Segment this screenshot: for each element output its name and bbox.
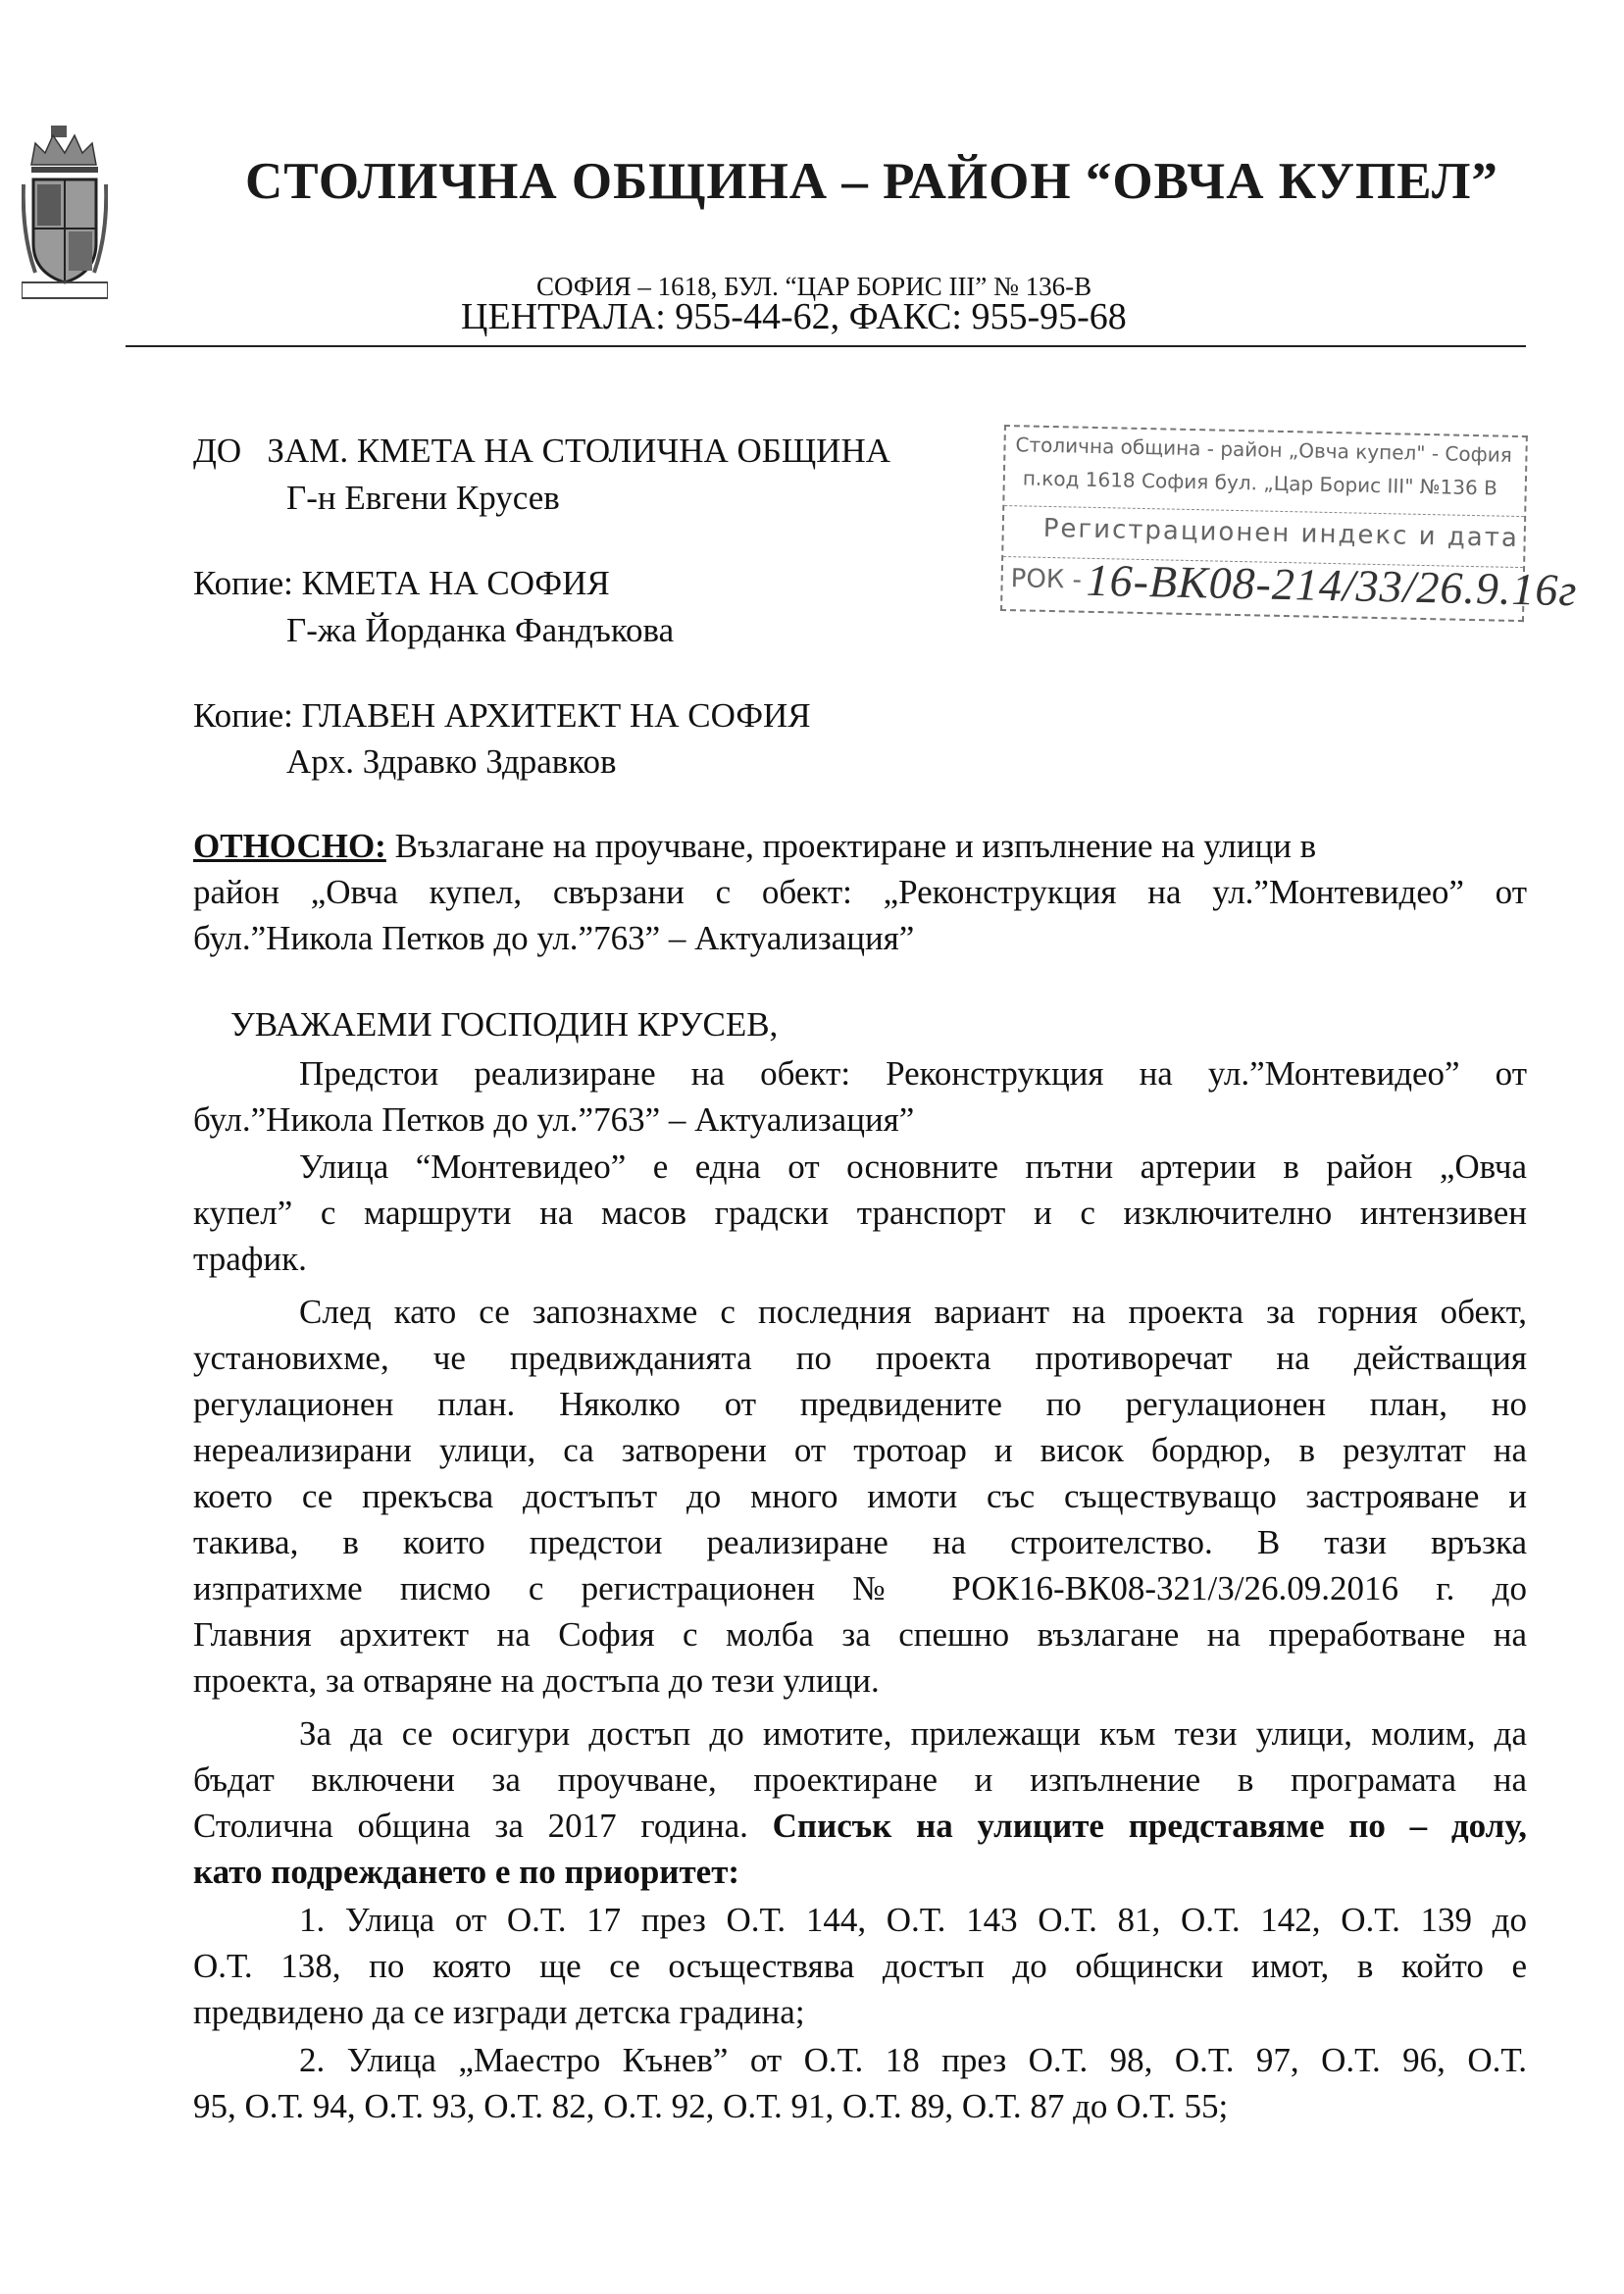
recipient-name: Г-н Евгени Крусев — [286, 479, 560, 517]
organization-title: СТОЛИЧНА ОБЩИНА – РАЙОН “ОВЧА КУПЕЛ” — [245, 153, 1498, 210]
stamp-line-1: Столична община - район „Овча купел" - София — [1015, 433, 1513, 467]
paragraph-4-line-3-normal: Столична община за 2017 година. — [193, 1807, 773, 1845]
paragraph-1-line-2: бул.”Никола Петков до ул.”763” – Актуализация” — [193, 1100, 915, 1139]
subject-line-3: бул.”Никола Петков до ул.”763” – Актуализация” — [193, 919, 915, 957]
stamp-prefix: РОК - — [1010, 564, 1083, 595]
paragraph-3-line-1: След като се запознахме с последния вариант на проекта за горния обект, — [299, 1293, 1527, 1331]
paragraph-3-line-6: такива, в които предстои реализиране на строителство. В тази връзка — [193, 1523, 1527, 1561]
list-item-1-line-3: предвидено да се изгради детска градина; — [193, 1993, 805, 2031]
list-item-1-line-1: 1. Улица от О.Т. 17 през О.Т. 144, О.Т. 143 О.Т. 81, О.Т. 142, О.Т. 139 до — [299, 1901, 1527, 1939]
stamp-line-2: п.код 1618 София бул. „Цар Борис III" №136 В — [1022, 466, 1498, 500]
registration-stamp — [1000, 425, 1578, 622]
copy2-title: Копие: ГЛАВЕН АРХИТЕКТ НА СОФИЯ — [193, 696, 811, 735]
paragraph-4-line-3-bold: Списък на улиците представяме по – долу, — [772, 1807, 1527, 1845]
header-divider — [126, 345, 1526, 347]
list-item-2-line-1: 2. Улица „Маестро Кънев” от О.Т. 18 през О.Т. 98, О.Т. 97, О.Т. 96, О.Т. — [299, 2041, 1527, 2079]
paragraph-4-line-1: За да се осигури достъп до имотите, прилежащи към тези улици, молим, да — [299, 1714, 1527, 1753]
list-item-2-line-2: 95, О.Т. 94, О.Т. 93, О.Т. 82, О.Т. 92, О.Т. 91, О.Т. 89, О.Т. 87 до О.Т. 55; — [193, 2087, 1229, 2125]
paragraph-4-line-4: като подреждането е по приоритет: — [193, 1853, 740, 1891]
paragraph-3-line-9: проекта, за отваряне на достъпа до тези улици. — [193, 1661, 880, 1700]
stamp-line-3: Регистрационен индекс и дата — [1042, 513, 1520, 554]
paragraph-3-line-5: което се прекъсва достъпът до много имоти със съществуващо застрояване и — [193, 1477, 1527, 1515]
paragraph-4-line-3 — [193, 1807, 1527, 1846]
paragraph-2-line-1: Улица “Монтевидео” е една от основните пътни артерии в район „Овча — [299, 1147, 1527, 1186]
paragraph-2-line-2: купел” с маршрути на масов градски транспорт и с изключително интензивен — [193, 1194, 1527, 1232]
paragraph-4-line-2: бъдат включени за проучване, проектиране и изпълнение в програмата на — [193, 1760, 1527, 1799]
subject-line-2: район „Овча купел, свързани с обект: „Реконструкция на ул.”Монтевидео” от — [193, 873, 1527, 911]
copy2-name: Арх. Здравко Здравков — [286, 742, 617, 781]
stamp-handwritten-index: 16-ВК08-214/33/26.9.16г — [1086, 554, 1578, 616]
organization-address: СОФИЯ – 1618, БУЛ. “ЦАР БОРИС III” № 136-В — [536, 272, 1092, 301]
list-item-1-line-2: О.Т. 138, по която ще се осъществява достъп до общински имот, в който е — [193, 1947, 1527, 1985]
sofia-coat-of-arms-icon — [22, 126, 108, 302]
paragraph-3-line-8: Главния архитект на София с молба за спешно възлагане на преработване на — [193, 1615, 1527, 1654]
recipient-position: ЗАМ. КМЕТА НА СТОЛИЧНА ОБЩИНА — [267, 432, 891, 470]
recipient-title — [193, 432, 890, 471]
salutation: УВАЖАЕМИ ГОСПОДИН КРУСЕВ, — [230, 1005, 779, 1044]
paragraph-3-line-4: нереализирани улици, са затворени от тротоар и висок бордюр, в резултат на — [193, 1431, 1527, 1469]
subject-label: ОТНОСНО: — [193, 827, 386, 865]
paragraph-3-line-3: регулационен план. Няколко от предвидените по регулационен план, но — [193, 1385, 1527, 1423]
paragraph-3-line-7: изпратихме писмо с регистрационен № РОК16-ВК08-321/3/26.09.2016 г. до — [193, 1569, 1527, 1607]
paragraph-1-line-1: Предстои реализиране на обект: Реконструкция на ул.”Монтевидео” от — [299, 1054, 1527, 1093]
organization-phones: ЦЕНТРАЛА: 955-44-62, ФАКС: 955-95-68 — [461, 296, 1127, 337]
copy1-name: Г-жа Йорданка Фандъкова — [286, 611, 675, 649]
stamp-index-row — [1002, 554, 1578, 618]
paragraph-2-line-3: трафик. — [193, 1240, 307, 1278]
paragraph-3-line-2: установихме, че предвижданията по проекта противоречат на действащия — [193, 1339, 1527, 1377]
recipient-prefix: ДО — [193, 432, 242, 470]
subject-line-1 — [193, 827, 1527, 866]
stamp-header — [1004, 427, 1526, 517]
copy1-title: Копие: КМЕТА НА СОФИЯ — [193, 564, 610, 602]
subject-text-1: Възлагане на проучване, проектиране и изпълнение на улици в — [385, 827, 1317, 865]
